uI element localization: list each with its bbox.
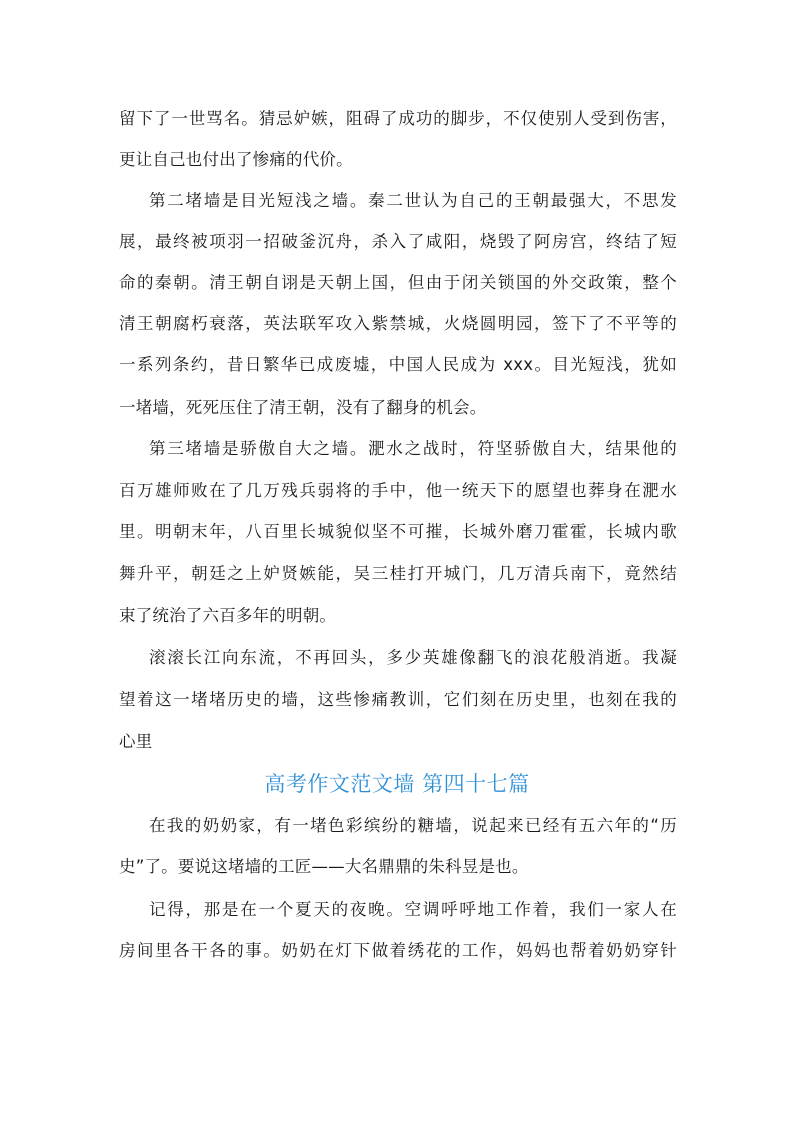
text-line: 展，最终被项羽一招破釜沉舟，杀入了咸阳，烧毁了阿房宫，终结了短: [119, 232, 677, 251]
text-line: 百万雄师败在了几万残兵弱将的手中，他一统天下的愿望也葬身在淝水: [119, 481, 677, 500]
paragraph-first-line: 第二堵墙是目光短浅之墙。秦二世认为自己的王朝最强大，不思发: [149, 191, 677, 210]
text-line: 一系列条约，昔日繁华已成废墟，中国人民成为 xxx。目光短浅，犹如: [119, 355, 677, 374]
text-line: 舞升平，朝廷之上妒贤嫉能，吴三桂打开城门，几万清兵南下，竟然结: [119, 564, 677, 583]
paragraph-first-line: 在我的奶奶家，有一堵色彩缤纷的糖墙，说起来已经有五六年的“历: [149, 816, 677, 835]
text-line: 里。明朝末年，八百里长城貌似坚不可摧，长城外磨刀霍霍，长城内歌: [119, 522, 677, 541]
text-line: 清王朝腐朽衰落，英法联军攻入紫禁城，火烧圆明园，签下了不平等的: [119, 314, 677, 333]
paragraph-first-line: 滚滚长江向东流，不再回头，多少英雄像翻飞的浪花般消逝。我凝: [149, 648, 677, 667]
text-line: 史”了。要说这堵墙的工匠——大名鼎鼎的朱科昱是也。: [119, 857, 529, 876]
text-line: 一堵墙，死死压住了清王朝，没有了翻身的机会。: [119, 398, 487, 417]
text-line: 命的秦朝。清王朝自诩是天朝上国，但由于闭关锁国的外交政策，整个: [119, 273, 677, 292]
text-line: 房间里各干各的事。奶奶在灯下做着绣花的工作，妈妈也帮着奶奶穿针: [119, 941, 677, 960]
text-line: 心里: [119, 732, 153, 751]
paragraph-first-line: 第三堵墙是骄傲自大之墙。淝水之战时，符坚骄傲自大，结果他的: [149, 439, 677, 458]
text-line: 留下了一世骂名。猜忌妒嫉，阻碍了成功的脚步，不仅使别人受到伤害，: [119, 109, 677, 128]
paragraph-first-line: 记得，那是在一个夏天的夜晚。空调呼呼地工作着，我们一家人在: [149, 900, 677, 919]
text-line: 更让自己也付出了惨痛的代价。: [119, 150, 353, 169]
section-heading: 高考作文范文墙 第四十七篇: [264, 772, 530, 796]
text-line: 望着这一堵堵历史的墙，这些惨痛教训，它们刻在历史里，也刻在我的: [119, 690, 677, 709]
text-line: 束了统治了六百多年的明朝。: [119, 606, 337, 625]
